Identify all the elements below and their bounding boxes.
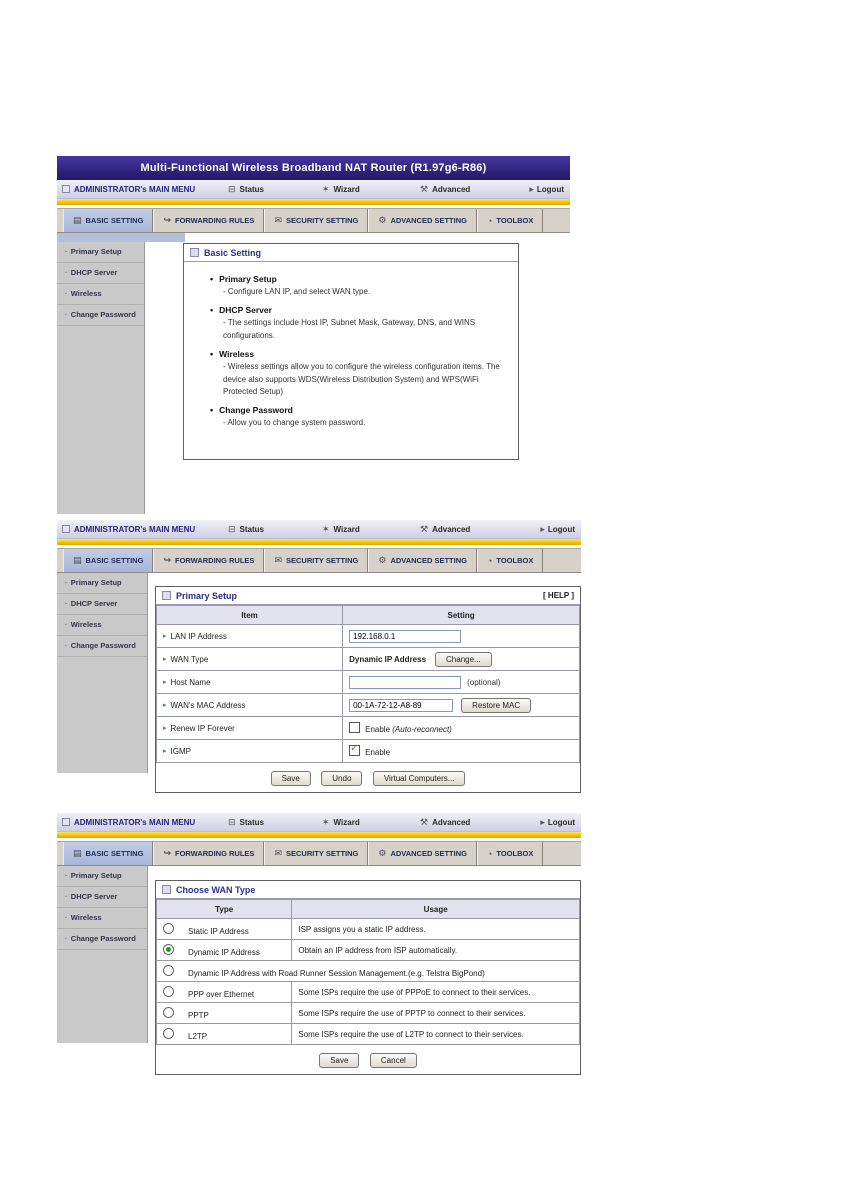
sidebar-nav [57,866,148,1043]
sidebar-item-primary-setup[interactable]: ▪ Primary Setup [57,242,144,263]
tab-bar [57,548,581,573]
menu-advanced[interactable]: ⚒ Advanced [420,816,471,827]
sidebar-item-dhcp-server[interactable]: ▪ DHCP Server [57,263,144,284]
wan-type-radio-roadrunner[interactable] [163,965,174,976]
table-row: L2TP Some ISPs require the use of L2TP to connect to their services. [157,1024,580,1045]
bullet-icon: ▪ [65,601,67,607]
table-row: Dynamic IP Address Obtain an IP address from ISP automatically. [157,940,580,961]
undo-button[interactable]: Undo [321,771,362,786]
logout-arrow-icon: ▸ [529,183,534,194]
bullet-icon: • [210,349,214,360]
column-header-setting: Setting [343,606,580,625]
menu-logout[interactable]: ▸ Logout [540,523,575,534]
tab-toolbox[interactable]: ◔ TOOLBOX [477,209,543,232]
virtual-computers-button[interactable]: Virtual Computers... [373,771,466,786]
main-menu-bar [57,813,581,832]
tab-advanced-setting[interactable]: ⚙ ADVANCED SETTING [368,209,477,232]
cancel-button[interactable]: Cancel [370,1053,417,1068]
change-wan-type-button[interactable]: Change... [435,652,492,667]
status-icon: ⊟ [228,183,236,194]
panel-square-icon [190,248,199,257]
security-setting-tab-icon: ✉ [274,555,282,565]
wan-type-radio-static[interactable] [163,923,174,934]
advanced-icon: ⚒ [420,816,429,827]
sidebar-item-wireless[interactable]: ▪ Wireless [57,908,147,929]
menu-wizard[interactable]: ✶ Wizard [322,523,360,534]
button-row [156,1045,580,1074]
active-tab-strip [57,233,185,242]
row-arrow-icon: ▸ [163,702,167,709]
menu-square-icon [62,185,70,193]
restore-mac-button[interactable]: Restore MAC [461,698,531,713]
tab-bar [57,841,581,866]
choose-wan-type-panel [155,880,581,1075]
sidebar-nav [57,242,145,514]
panel-title-row [184,244,518,262]
table-row: ▸ Host Name (optional) [157,671,580,694]
toolbox-tab-icon: ◔ [486,215,493,226]
tab-toolbox[interactable]: ◔ TOOLBOX [477,842,543,865]
security-setting-tab-icon: ✉ [274,848,282,858]
list-item: • DHCP Server - The settings include Host IP, Subnet Mask, Gateway, DNS, and WINS configurations. [210,305,476,340]
bullet-icon: • [210,305,214,316]
panel-title-row [156,587,580,605]
menu-status[interactable]: ⊟ Status [228,816,264,827]
table-row: ▸ LAN IP Address 192.168.0.1 [157,625,580,648]
tab-forwarding-rules[interactable]: ↪ FORWARDING RULES [153,209,264,232]
column-header-usage: Usage [292,900,580,919]
logout-arrow-icon: ▸ [540,523,545,534]
tab-advanced-setting[interactable]: ⚙ ADVANCED SETTING [368,549,477,572]
save-button[interactable]: Save [319,1053,359,1068]
router-title-bar [57,156,570,180]
list-item: • Wireless - Wireless settings allow you to configure the wireless configuration items. The device also supports WDS(Wireless Distribution System) and WPS(WiFi Protected Setup) [210,349,500,396]
admin-menu-label: ADMINISTRATOR's MAIN MENU [74,184,196,194]
security-setting-tab-icon: ✉ [274,215,282,225]
main-menu-bar [57,180,570,199]
sidebar-item-change-password[interactable]: ▪ Change Password [57,929,147,950]
tab-basic-setting[interactable]: ▤ BASIC SETTING [63,549,153,572]
tab-forwarding-rules[interactable]: ↪ FORWARDING RULES [153,842,264,865]
wizard-icon: ✶ [322,816,330,827]
basic-setting-tab-icon: ▤ [73,215,82,225]
bullet-icon: ▪ [65,894,67,900]
tab-basic-setting[interactable]: ▤ BASIC SETTING [63,842,153,865]
wan-type-table [156,899,580,1045]
lan-ip-input[interactable] [349,630,461,643]
row-arrow-icon: ▸ [163,656,167,663]
help-link[interactable]: [ HELP ] [543,591,574,600]
table-row: ▸ WAN's MAC Address 00-1A-72-12-A8-89 Restore MAC [157,694,580,717]
list-item: • Primary Setup - Configure LAN IP, and select WAN type. [210,274,371,296]
advanced-setting-tab-icon: ⚙ [378,215,387,225]
tab-basic-setting[interactable]: ▤ BASIC SETTING [63,209,153,232]
menu-logout[interactable]: ▸ Logout [540,816,575,827]
tab-bar [57,208,570,233]
bullet-icon: ▪ [65,643,67,649]
wan-type-radio-pptp[interactable] [163,1007,174,1018]
bullet-icon: ▪ [65,915,67,921]
bullet-icon: • [210,405,214,416]
status-icon: ⊟ [228,816,236,827]
table-row: PPTP Some ISPs require the use of PPTP to connect to their services. [157,1003,580,1024]
toolbox-tab-icon: ◔ [486,555,493,566]
tab-forwarding-rules[interactable]: ↪ FORWARDING RULES [153,549,264,572]
sidebar-item-wireless[interactable]: ▪ Wireless [57,284,144,305]
router-title: Multi-Functional Wireless Broadband NAT Router (R1.97g6-R86) [140,162,487,174]
bullet-icon: ▪ [65,580,67,586]
menu-logout[interactable]: ▸ Logout [529,183,564,194]
table-header-row [157,900,580,919]
screenshot-choose-wan-type [57,813,581,1065]
save-button[interactable]: Save [271,771,311,786]
screenshot-primary-setup [57,520,581,783]
menu-square-icon [62,818,70,826]
panel-title: Basic Setting [204,247,262,258]
host-name-input[interactable] [349,676,461,689]
button-row [156,763,580,792]
wan-type-value: Dynamic IP Address [349,654,427,664]
bullet-icon: ▪ [65,291,67,297]
sidebar-item-change-password[interactable]: ▪ Change Password [57,305,144,326]
menu-wizard[interactable]: ✶ Wizard [322,816,360,827]
primary-setup-table [156,605,580,763]
menu-advanced[interactable]: ⚒ Advanced [420,183,471,194]
wizard-icon: ✶ [322,523,330,534]
advanced-icon: ⚒ [420,523,429,534]
advanced-setting-tab-icon: ⚙ [378,848,387,858]
panel-title-row [156,881,580,899]
sidebar-item-change-password[interactable]: ▪ Change Password [57,636,147,657]
forwarding-rules-tab-icon: ↪ [163,848,171,858]
table-header-row [157,606,580,625]
wan-type-radio-l2tp[interactable] [163,1028,174,1039]
menu-square-icon [62,525,70,533]
panel-title: Primary Setup [176,590,238,601]
bullet-icon: ▪ [65,873,67,879]
column-header-type: Type [157,900,292,919]
table-row: ▸ IGMP ✓ Enable [157,740,580,763]
toolbox-tab-icon: ◔ [486,848,493,859]
wan-type-radio-dynamic[interactable] [163,944,174,955]
menu-admin-main[interactable]: ADMINISTRATOR's MAIN MENU [62,818,228,827]
row-arrow-icon: ▸ [163,633,167,640]
table-row: PPP over Ethernet Some ISPs require the use of PPPoE to connect to their services. [157,982,580,1003]
wan-mac-input[interactable] [349,699,453,712]
panel-square-icon [162,885,171,894]
sidebar-item-dhcp-server[interactable]: ▪ DHCP Server [57,887,147,908]
bullet-icon: ▪ [65,270,67,276]
sidebar-item-primary-setup[interactable]: ▪ Primary Setup [57,866,147,887]
menu-status[interactable]: ⊟ Status [228,183,264,194]
sidebar-item-primary-setup[interactable]: ▪ Primary Setup [57,573,147,594]
basic-setting-tab-icon: ▤ [73,555,82,565]
bullet-icon: • [210,274,214,284]
wizard-icon: ✶ [322,183,330,194]
sidebar-item-dhcp-server[interactable]: ▪ DHCP Server [57,594,147,615]
table-row: ▸ Renew IP Forever Enable (Auto-reconnect) [157,717,580,740]
status-icon: ⊟ [228,523,236,534]
row-arrow-icon: ▸ [163,748,167,755]
tab-security-setting[interactable]: ✉ SECURITY SETTING [264,842,368,865]
tab-security-setting[interactable]: ✉ SECURITY SETTING [264,209,368,232]
tab-toolbox[interactable]: ◔ TOOLBOX [477,549,543,572]
advanced-setting-tab-icon: ⚙ [378,555,387,565]
auto-reconnect-note: (Auto-reconnect) [392,725,452,734]
row-arrow-icon: ▸ [163,679,167,686]
primary-setup-panel [155,586,581,793]
row-arrow-icon: ▸ [163,725,167,732]
panel-title: Choose WAN Type [176,884,256,895]
bullet-icon: ▪ [65,249,67,255]
basic-setting-panel [183,243,519,460]
main-menu-bar [57,520,581,539]
menu-admin-main[interactable] [62,185,228,194]
screenshot-basic-setting [57,156,570,512]
tab-security-setting[interactable]: ✉ SECURITY SETTING [264,549,368,572]
menu-advanced[interactable]: ⚒ Advanced [420,523,471,534]
table-row: Static IP Address ISP assigns you a static IP address. [157,919,580,940]
igmp-checkbox[interactable] [349,745,360,756]
bullet-icon: ▪ [65,312,67,318]
table-row: ▸ WAN Type Dynamic IP Address Change... [157,648,580,671]
basic-setting-tab-icon: ▤ [73,848,82,858]
tab-advanced-setting[interactable]: ⚙ ADVANCED SETTING [368,842,477,865]
sidebar-item-wireless[interactable]: ▪ Wireless [57,615,147,636]
advanced-icon: ⚒ [420,183,429,194]
logout-arrow-icon: ▸ [540,816,545,827]
column-header-item: Item [157,606,343,625]
list-item: • Change Password - Allow you to change system password. [210,405,366,428]
bullet-icon: ▪ [65,936,67,942]
sidebar-nav [57,573,148,773]
forwarding-rules-tab-icon: ↪ [163,215,171,225]
wan-type-radio-pppoe[interactable] [163,986,174,997]
bullet-icon: ▪ [65,622,67,628]
renew-ip-checkbox[interactable] [349,722,360,733]
menu-wizard[interactable]: ✶ Wizard [322,183,360,194]
forwarding-rules-tab-icon: ↪ [163,555,171,565]
menu-admin-main[interactable]: ADMINISTRATOR's MAIN MENU [62,525,228,534]
panel-square-icon [162,591,171,600]
optional-hint: (optional) [467,677,501,687]
table-row: Dynamic IP Address with Road Runner Session Management.(e.g. Telstra BigPond) [157,961,580,982]
menu-status[interactable]: ⊟ Status [228,523,264,534]
